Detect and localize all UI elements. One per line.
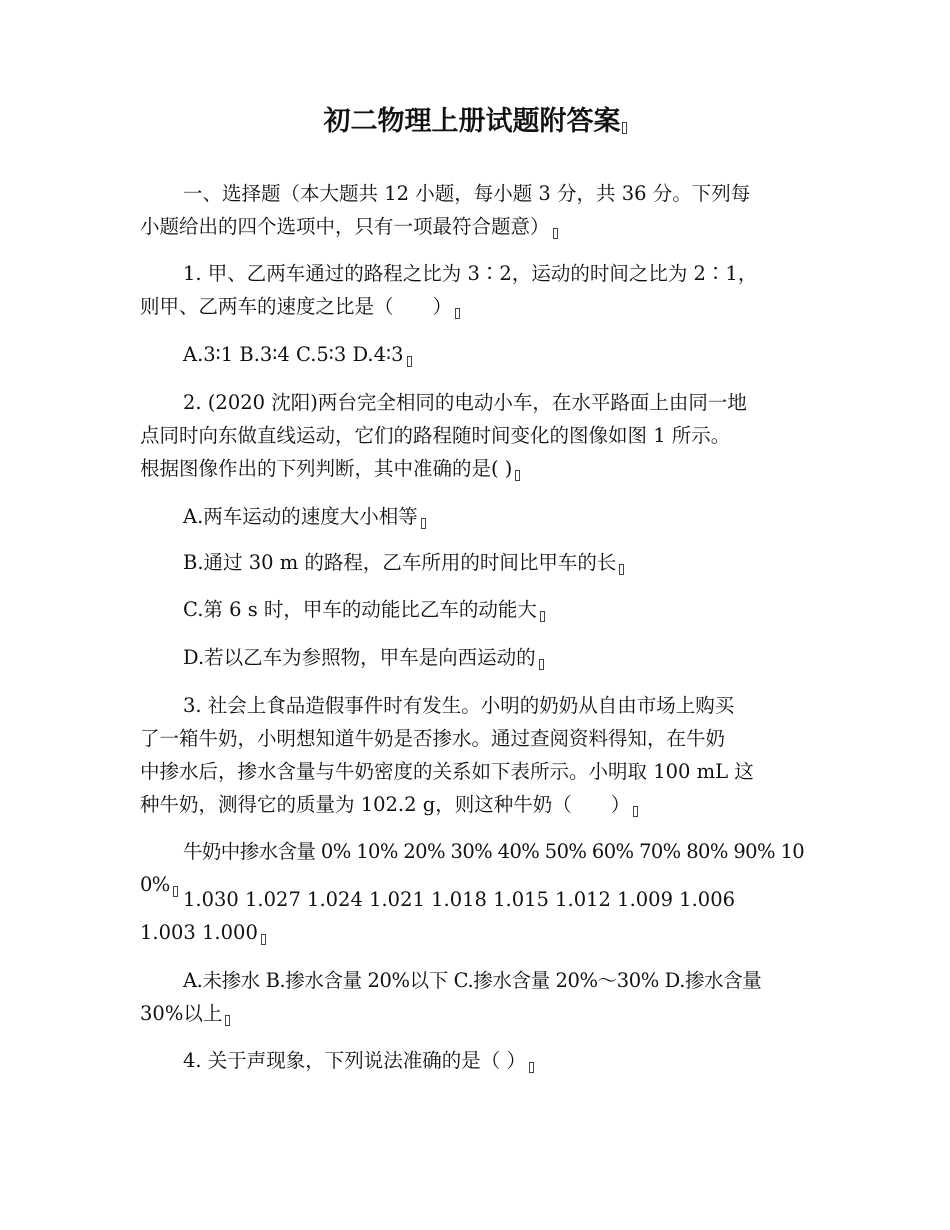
text-line: 牛奶中掺水含量 0% 10% 20% 30% 40% 50% 60% 70% 80% 90% 100% <box>140 840 805 896</box>
question-4 <box>140 1044 812 1077</box>
text-line: 1. 甲、乙两车通过的路程之比为 3∶2，运动的时间之比为 2∶1， <box>183 262 758 285</box>
paragraph-mark-icon <box>421 518 426 529</box>
text-line: A.3∶1 B.3∶4 C.5∶3 D.4∶3 <box>140 338 812 371</box>
paragraph-mark-icon <box>529 1062 534 1073</box>
text-line: 中掺水后，掺水含量与牛奶密度的关系如下表所示。小明取 100 mL 这 <box>140 760 754 783</box>
text-line: 点同时向东做直线运动，它们的路程随时间变化的图像如图 1 所示。 <box>140 424 731 447</box>
question-2 <box>140 386 812 485</box>
text-line: D.若以乙车为参照物，甲车是向西运动的 <box>140 641 812 674</box>
question-2-option-b <box>140 546 812 579</box>
question-1-options <box>140 338 812 371</box>
paragraph-mark-icon <box>539 659 544 670</box>
text-line: 1.030 1.027 1.024 1.021 1.018 1.015 1.012 1.009 1.006 <box>183 888 736 911</box>
paragraph-mark-icon <box>455 308 460 319</box>
question-2-option-c <box>140 593 812 626</box>
question-3 <box>140 689 812 821</box>
text-line: 根据图像作出的下列判断，其中准确的是( ) <box>140 452 812 485</box>
question-3-options <box>140 964 812 1030</box>
question-2-option-a <box>140 500 812 533</box>
text-line: 1.003 1.000 <box>140 916 812 949</box>
question-1 <box>140 257 812 323</box>
paragraph-mark-icon <box>407 356 412 367</box>
question-2-option-d <box>140 641 812 674</box>
text-line: 30%以上 <box>140 997 812 1030</box>
text-line: 2. (2020 沈阳)两台完全相同的电动小车，在水平路面上由同一地 <box>183 391 747 414</box>
text-line: 3. 社会上食品造假事件时有发生。小明的奶奶从自由市场上购买 <box>183 694 735 717</box>
text-line: 一、选择题（本大题共 12 小题，每小题 3 分，共 36 分。下列每 <box>183 182 751 205</box>
paragraph-mark-icon <box>622 122 627 134</box>
paragraph-mark-icon <box>633 806 638 817</box>
text-line: B.通过 30 m 的路程，乙车所用的时间比甲车的长 <box>140 546 812 579</box>
section-heading <box>140 177 812 243</box>
paragraph-mark-icon <box>540 611 545 622</box>
density-row <box>140 883 812 949</box>
text-line: A.未掺水 B.掺水含量 20%以下 C.掺水含量 20%～30% D.掺水含量 <box>183 969 762 992</box>
paragraph-mark-icon <box>225 1015 230 1026</box>
document-title-text: 初二物理上册试题附答案 <box>323 106 621 137</box>
paragraph-mark-icon <box>553 228 558 239</box>
text-line: 小题给出的四个选项中，只有一项最符合题意） <box>140 210 812 243</box>
text-line: 4. 关于声现象，下列说法准确的是（ ） <box>140 1044 812 1077</box>
text-line: 了一箱牛奶，小明想知道牛奶是否掺水。通过查阅资料得知，在牛奶 <box>140 727 726 750</box>
paragraph-mark-icon <box>515 470 520 481</box>
text-line: 则甲、乙两车的速度之比是（ ） <box>140 290 812 323</box>
document-title <box>0 100 950 144</box>
paragraph-mark-icon <box>619 564 624 575</box>
text-line: A.两车运动的速度大小相等 <box>140 500 812 533</box>
text-line: 种牛奶，测得它的质量为 102.2 g，则这种牛奶（ ） <box>140 788 812 821</box>
paragraph-mark-icon <box>261 934 266 945</box>
text-line: C.第 6 s 时，甲车的动能比乙车的动能大 <box>140 593 812 626</box>
